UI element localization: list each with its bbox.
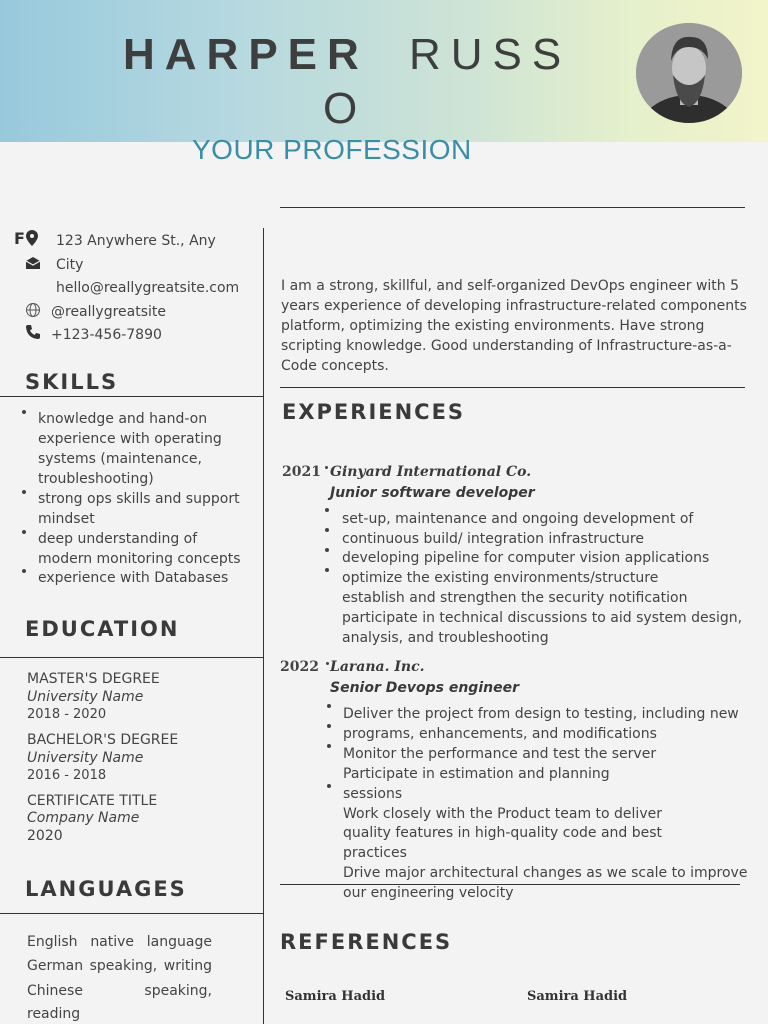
language-word: writing xyxy=(163,958,212,974)
summary-line: scripting knowledge. Good understanding of Infrastructure-as-a- xyxy=(281,338,732,354)
summary-line: Code concepts. xyxy=(281,358,389,374)
job-bullet xyxy=(325,548,329,552)
svg-text:F: F xyxy=(14,229,25,247)
job-company: Larana. Inc. xyxy=(330,659,425,675)
language-row xyxy=(27,1006,212,1022)
skill-line: strong ops skills and support xyxy=(38,491,240,507)
reference-name: Samira Hadid xyxy=(527,989,628,1004)
job-company: Ginyard International Co. xyxy=(330,464,532,480)
skill-line: mindset xyxy=(38,511,95,527)
job-bullet xyxy=(327,744,331,748)
language-word: German xyxy=(27,958,84,974)
edu-school: University Name xyxy=(27,689,144,705)
divider-summary-top xyxy=(280,207,745,208)
location-icon xyxy=(14,229,42,247)
edu-school: Company Name xyxy=(27,810,140,826)
job-line: sessions xyxy=(343,786,403,802)
job-line: quality features in high-quality code and best xyxy=(343,825,663,841)
address-line-1: 123 Anywhere St., Any xyxy=(56,233,216,249)
job-bullet xyxy=(327,704,331,708)
skill-bullet xyxy=(22,530,26,534)
skill-line: troubleshooting) xyxy=(38,471,154,487)
globe-icon xyxy=(25,302,41,318)
email-text[interactable]: hello@reallygreatsite.com xyxy=(56,280,240,296)
job-line: Drive major architectural changes as we scale to improve xyxy=(343,865,748,881)
summary-line: platform, optimizing the existing environments. Have strong xyxy=(281,318,705,334)
skill-line: experience with Databases xyxy=(38,570,229,586)
divider-languages xyxy=(0,913,263,914)
skill-line: systems (maintenance, xyxy=(38,451,202,467)
language-word: speaking, xyxy=(89,958,158,974)
name-last-overflow: O xyxy=(323,84,358,133)
education-heading: EDUCATION xyxy=(25,617,180,641)
profile-photo xyxy=(636,23,742,123)
job-line: developing pipeline for computer vision applications xyxy=(342,550,710,566)
edu-degree: MASTER'S DEGREE xyxy=(27,671,160,687)
job-line: Work closely with the Product team to deliver xyxy=(343,806,662,822)
job-line: Deliver the project from design to testing, including new xyxy=(343,706,739,722)
edu-degree: BACHELOR'S DEGREE xyxy=(27,732,179,748)
job-year: 2021 xyxy=(282,464,321,480)
profession-title: YOUR PROFESSION xyxy=(192,134,472,165)
job-line: set-up, maintenance and ongoing development of xyxy=(342,511,694,527)
mail-icon xyxy=(25,256,41,270)
column-divider xyxy=(263,228,264,1024)
divider-experiences xyxy=(280,387,745,388)
job-bullet xyxy=(325,528,329,532)
job-line: programs, enhancements, and modifications xyxy=(343,726,657,742)
language-word: language xyxy=(146,934,212,950)
job-bullet xyxy=(325,568,329,572)
address-line-2: City xyxy=(56,257,84,273)
languages-heading: LANGUAGES xyxy=(25,877,187,901)
job-bullet xyxy=(325,508,329,512)
job-line: analysis, and troubleshooting xyxy=(342,630,549,646)
edu-school: University Name xyxy=(27,750,144,766)
reference-name: Samira Hadid xyxy=(285,989,386,1004)
job-bullet xyxy=(325,466,328,469)
job-line: establish and strengthen the security notification xyxy=(342,590,688,606)
skill-line: deep understanding of xyxy=(38,531,198,547)
skill-line: knowledge and hand-on xyxy=(38,411,208,427)
job-bullet xyxy=(327,784,331,788)
edu-years: 2018 - 2020 xyxy=(27,707,107,722)
edu-years: 2020 xyxy=(27,828,63,844)
skill-line: experience with operating xyxy=(38,431,222,447)
summary-line: I am a strong, skillful, and self-organized DevOps engineer with 5 xyxy=(281,278,740,294)
skill-bullet xyxy=(22,490,26,494)
job-bullet xyxy=(326,662,329,665)
summary-line: years experience of developing infrastructure-related components xyxy=(281,298,747,314)
divider-education xyxy=(0,657,263,658)
language-row xyxy=(27,958,212,974)
job-line: practices xyxy=(343,845,407,861)
job-line: continuous build/ integration infrastructure xyxy=(342,531,644,547)
job-line: Monitor the performance and test the server xyxy=(343,746,657,762)
name-last: RUSS xyxy=(409,30,572,79)
skill-line: modern monitoring concepts xyxy=(38,551,241,567)
job-year: 2022 xyxy=(280,659,319,675)
job-role: Junior software developer xyxy=(330,485,535,501)
references-heading: REFERENCES xyxy=(280,930,453,954)
divider-skills xyxy=(0,396,263,397)
skills-heading: SKILLS xyxy=(25,370,119,394)
language-word: speaking, xyxy=(144,983,212,999)
job-line: optimize the existing environments/structure xyxy=(342,570,659,586)
language-word: Chinese xyxy=(27,983,83,999)
language-row xyxy=(27,934,212,950)
phone-text: +123-456-7890 xyxy=(51,327,162,343)
edu-degree: CERTIFICATE TITLE xyxy=(27,793,158,809)
language-word: reading xyxy=(27,1006,81,1022)
phone-icon xyxy=(25,324,41,340)
language-row xyxy=(27,983,212,999)
language-word: native xyxy=(90,934,135,950)
website-text[interactable]: @reallygreatsite xyxy=(51,304,167,320)
job-bullet xyxy=(327,724,331,728)
job-line: participate in technical discussions to aid system design, xyxy=(342,610,743,626)
job-line: Participate in estimation and planning xyxy=(343,766,610,782)
skill-bullet xyxy=(22,569,26,573)
language-word: English xyxy=(27,934,78,950)
name-first: HARPER xyxy=(123,30,369,79)
experiences-heading: EXPERIENCES xyxy=(282,400,466,424)
edu-years: 2016 - 2018 xyxy=(27,768,107,783)
job-role: Senior Devops engineer xyxy=(330,680,519,696)
skill-bullet xyxy=(22,410,26,414)
job-line: our engineering velocity xyxy=(343,885,514,901)
